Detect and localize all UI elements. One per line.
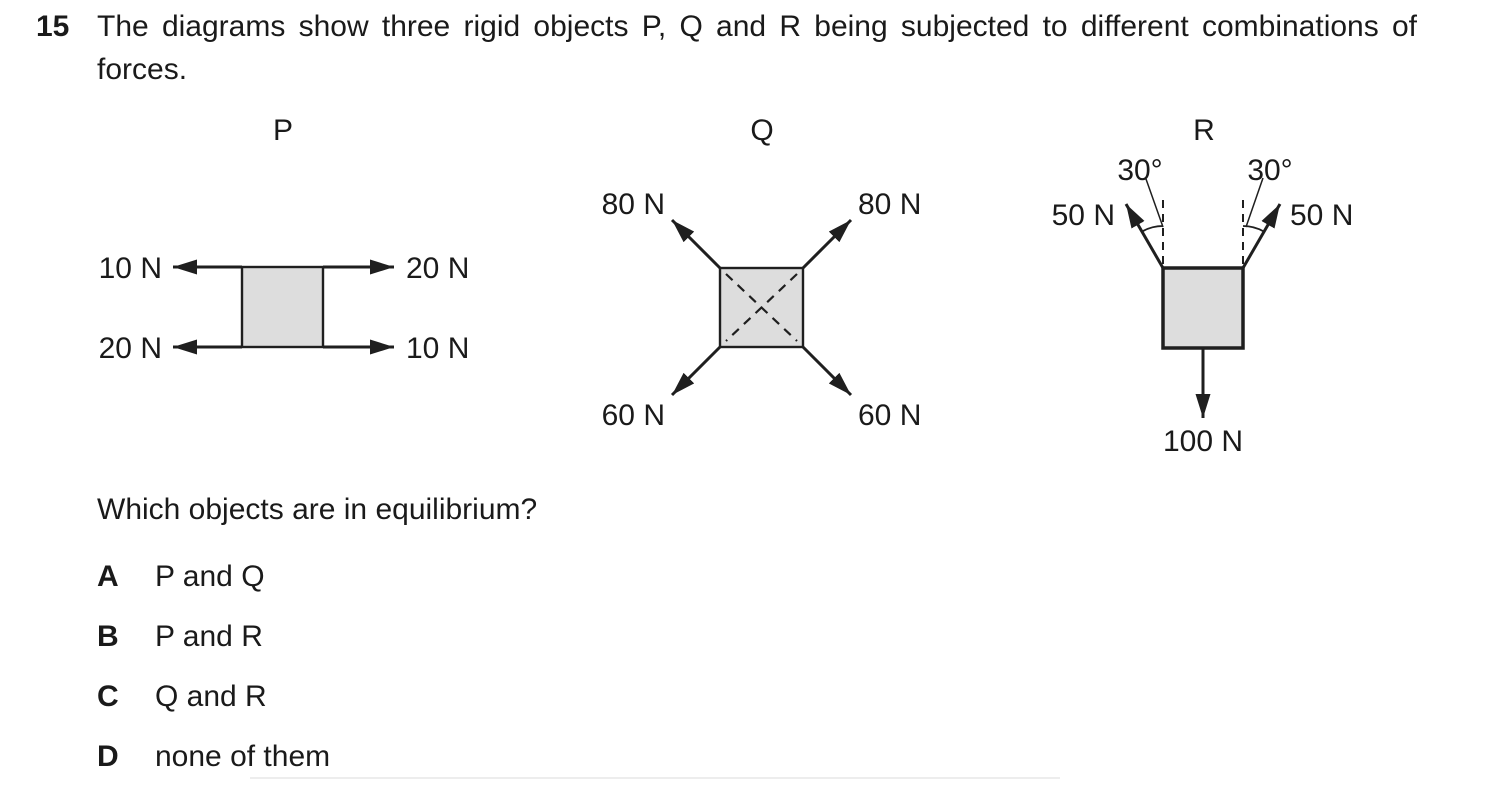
- diagram-object-r: [1020, 100, 1440, 480]
- option-text-d: none of them: [155, 740, 331, 773]
- scan-artifact-line: [250, 777, 1060, 779]
- angle-label-left: 30°: [1117, 154, 1163, 187]
- angle-arc-left: [1142, 226, 1163, 232]
- force-label-r-up-right: 50 N: [1290, 199, 1354, 232]
- angle-label-right: 30°: [1247, 154, 1293, 187]
- force-label-p-top-right: 20 N: [406, 252, 470, 285]
- force-label-r-up-left: 50 N: [1051, 199, 1115, 232]
- diagram-object-q: [560, 100, 980, 440]
- option-letter-c: C: [97, 680, 119, 713]
- force-arrow-r-up-right: [1243, 204, 1280, 268]
- option-letter-a: A: [97, 560, 119, 593]
- force-label-p-bottom-right: 10 N: [406, 332, 470, 365]
- object-p-square: [242, 267, 323, 347]
- option-letter-b: B: [97, 620, 119, 653]
- option-letter-d: D: [97, 740, 119, 773]
- diagram-q-title: Q: [750, 114, 774, 147]
- force-label-q-top-right: 80 N: [858, 188, 922, 221]
- force-arrow-r-up-left: [1126, 204, 1163, 268]
- option-row-d: [97, 742, 330, 772]
- force-label-q-bottom-right: 60 N: [858, 399, 922, 432]
- option-row-c: [97, 682, 267, 712]
- question-stem-line1: The diagrams show three rigid objects P, Q and R being subjected to different combinations of: [97, 10, 1417, 43]
- option-text-c: Q and R: [155, 680, 267, 713]
- question-stem: [97, 5, 1417, 91]
- diagram-object-p: [80, 100, 500, 400]
- diagram-r-title: R: [1193, 114, 1215, 147]
- option-text-b: P and R: [155, 620, 263, 653]
- force-arrow-q-bottom-right: [803, 347, 851, 395]
- diagram-p-title: P: [272, 114, 294, 147]
- object-r-square: [1163, 268, 1243, 348]
- force-label-q-top-left: 80 N: [601, 188, 665, 221]
- force-label-q-bottom-left: 60 N: [601, 399, 665, 432]
- force-arrow-q-bottom-left: [672, 347, 720, 395]
- force-arrow-q-top-right: [803, 220, 851, 268]
- force-label-p-top-left: 10 N: [98, 252, 162, 285]
- option-row-a: [97, 562, 265, 592]
- force-label-r-down: 100 N: [1162, 425, 1244, 458]
- force-arrow-q-top-left: [672, 220, 720, 268]
- force-label-p-bottom-left: 20 N: [98, 332, 162, 365]
- option-row-b: [97, 622, 263, 652]
- question-prompt: Which objects are in equilibrium?: [97, 493, 538, 526]
- question-stem-line2: forces.: [97, 53, 188, 86]
- option-text-a: P and Q: [155, 560, 265, 593]
- question-number: 15: [36, 10, 70, 43]
